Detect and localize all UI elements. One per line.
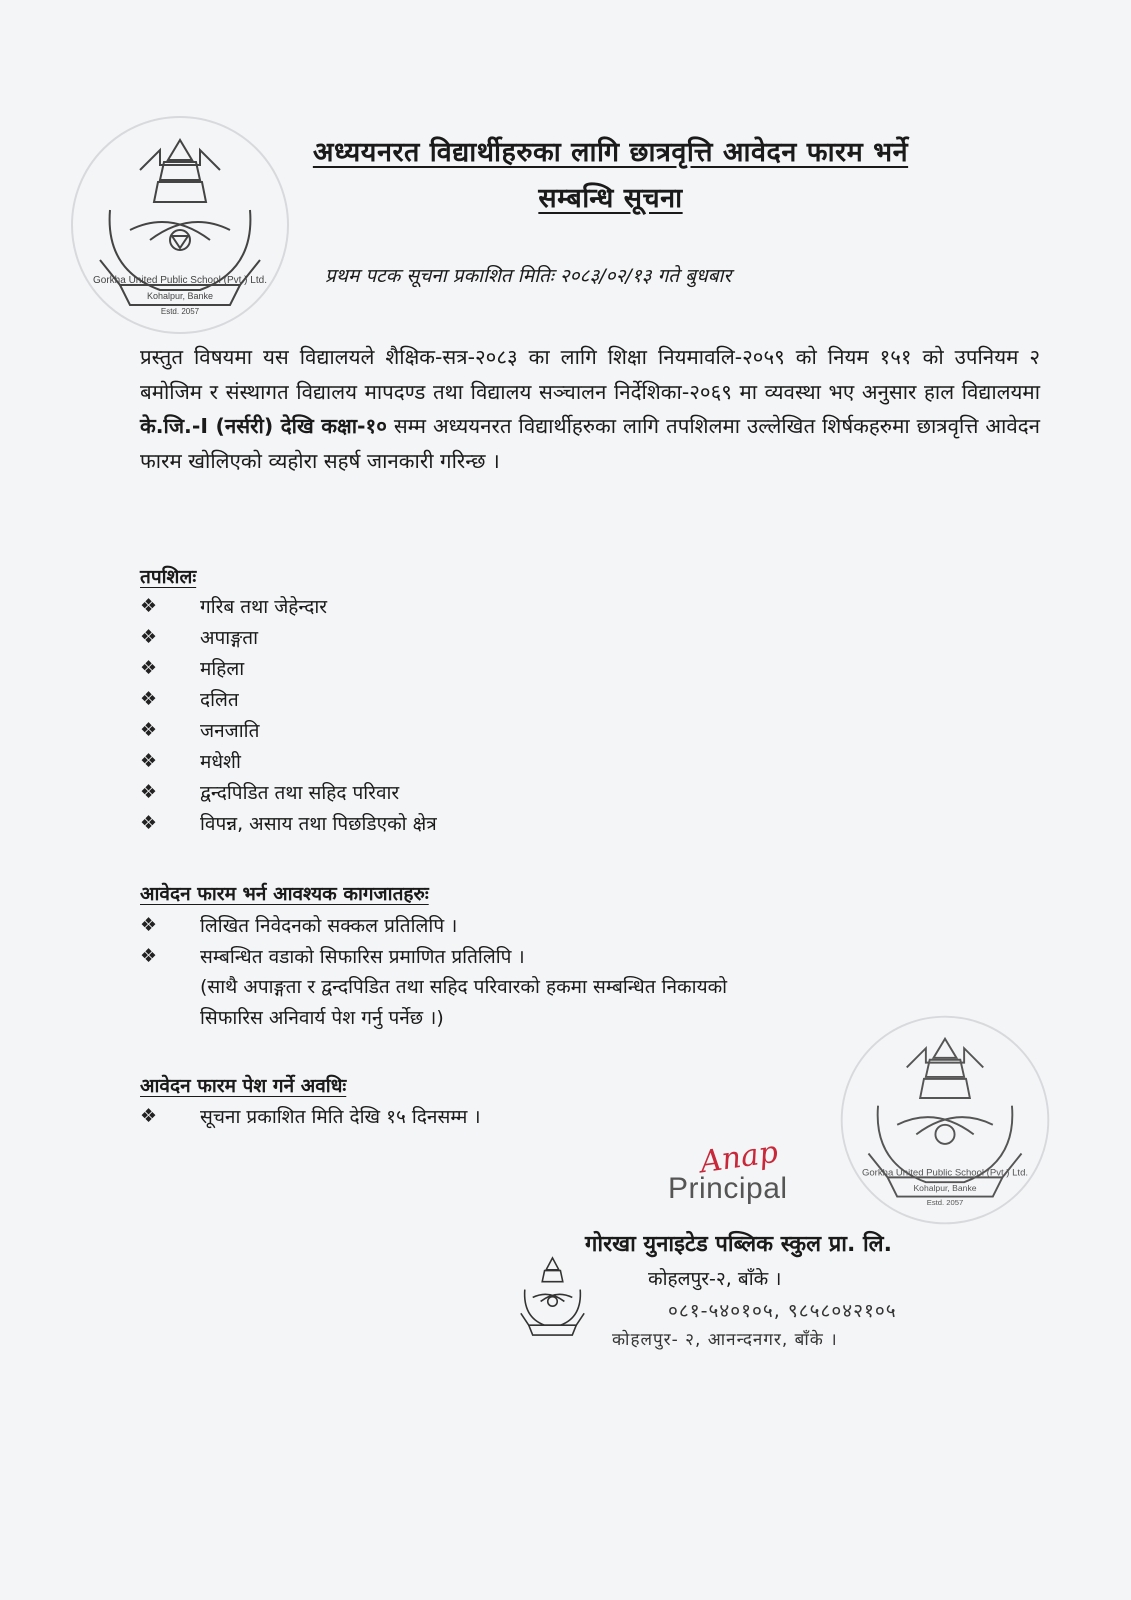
documents-heading: आवेदन फारम भर्न आवश्यक कागजातहरुः	[140, 883, 429, 905]
period-list	[140, 1100, 481, 1131]
bullet-icon: ❖	[140, 1104, 158, 1127]
bullet-icon: ❖	[140, 749, 158, 772]
list-item	[140, 940, 525, 971]
list-item	[140, 1100, 481, 1131]
bullet-icon: ❖	[140, 913, 158, 936]
documents-note	[200, 972, 727, 1034]
notice-title	[0, 132, 1131, 169]
school-address: कोहलपुर-२, बाँके ।	[648, 1268, 782, 1290]
list-item-text: सूचना प्रकाशित मिति देखि १५ दिनसम्म ।	[200, 1105, 481, 1128]
note-line-1: (साथै अपाङ्गता र द्वन्दपिडित तथा सहिद परिवारको हकमा सम्बन्धित निकायको	[200, 976, 728, 998]
publish-date: प्रथम पटक सूचना प्रकाशित मितिः २०८३/०२/१३ गते बुधबार	[325, 265, 732, 287]
list-item	[140, 909, 525, 940]
title-line-2: सम्बन्धि सूचना	[538, 183, 683, 214]
bullet-icon: ❖	[140, 718, 158, 741]
period-heading: आवेदन फारम पेश गर्ने अवधिः	[140, 1075, 347, 1097]
list-item-text: विपन्न, असाय तथा पिछडिएको क्षेत्र	[200, 812, 437, 835]
list-item-text: जनजाति	[200, 719, 260, 742]
list-item	[140, 590, 437, 621]
list-item-text: दलित	[200, 688, 239, 711]
school-phone: ०८१-५४०१०५, ९८५८०४२१०५	[668, 1300, 897, 1322]
list-item-text: मधेशी	[200, 750, 241, 773]
list-item-text: महिला	[200, 657, 245, 680]
note-line-2: सिफारिस अनिवार्य पेश गर्नु पर्नेछ ।)	[200, 1007, 444, 1029]
list-item	[140, 807, 437, 838]
seal-estd-text: Estd. 2057	[160, 307, 200, 316]
bullet-icon: ❖	[140, 594, 158, 617]
principal-signature: Anap	[697, 1134, 781, 1181]
school-address-stamp: कोहलपुर- २, आनन्दनगर, बाँके ।	[612, 1330, 838, 1350]
list-item	[140, 745, 437, 776]
list-item	[140, 714, 437, 745]
list-item	[140, 683, 437, 714]
list-item-text: गरिब तथा जेहेन्दार	[200, 595, 328, 618]
bullet-icon: ❖	[140, 625, 158, 648]
principal-label: Principal	[668, 1172, 788, 1205]
list-item	[140, 621, 437, 652]
bullet-icon: ❖	[140, 944, 158, 967]
bullet-icon: ❖	[140, 780, 158, 803]
details-list	[140, 590, 437, 838]
school-seal-right-icon	[830, 1010, 1060, 1230]
seal-place-text: Kohalpur, Banke	[913, 1182, 977, 1193]
bullet-icon: ❖	[140, 687, 158, 710]
school-logo-small-icon	[505, 1248, 600, 1343]
bullet-icon: ❖	[140, 811, 158, 834]
list-item-text: लिखित निवेदनको सक्कल प्रतिलिपि ।	[200, 914, 458, 937]
list-item-text: अपाङ्गता	[200, 626, 259, 649]
body-text-2: सम्म अध्ययनरत विद्यार्थीहरुका लागि तपशिलमा उल्लेखित शिर्षकहरुमा छात्रवृत्ति आवेदन फारम खोलिएको व्यहोरा सहर्ष जानकारी गरिन्छ ।	[140, 414, 1040, 473]
school-name: गोरखा युनाइटेड पब्लिक स्कुल प्रा. लि.	[585, 1232, 892, 1257]
list-item-text: सम्बन्धित वडाको सिफारिस प्रमाणित प्रतिलिपि ।	[200, 945, 525, 968]
list-item	[140, 652, 437, 683]
body-paragraph	[140, 340, 1040, 478]
seal-estd-text: Estd. 2057	[926, 1198, 964, 1208]
seal-name-text: Gorkha United Public School (Pvt.) Ltd.	[861, 1167, 1029, 1179]
body-text-bold: के.जि.-I (नर्सरी) देखि कक्षा-१०	[140, 414, 387, 438]
details-heading: तपशिलः	[140, 566, 197, 588]
notice-subtitle	[0, 178, 1131, 215]
body-text-1: प्रस्तुत विषयमा यस विद्यालयले शैक्षिक-सत्र-२०८३ का लागि शिक्षा नियमावलि-२०५९ को नियम १५१ को उपनियम २ बमोजिम र संस्थागत विद्यालय मापदण्ड तथा विद्यालय सञ्चालन निर्देशिका-२०६९ मा व्यवस्था भए अनुसार हाल विद्यालयमा	[140, 345, 1040, 404]
list-item-text: द्वन्दपिडित तथा सहिद परिवार	[200, 781, 400, 804]
list-item	[140, 776, 437, 807]
title-line-1: अध्ययनरत विद्यार्थीहरुका लागि छात्रवृत्ति आवेदन फारम भर्ने	[312, 137, 909, 168]
seal-place-text: Kohalpur, Banke	[146, 291, 214, 301]
documents-list	[140, 909, 525, 971]
bullet-icon: ❖	[140, 656, 158, 679]
seal-name-text: Gorkha United Public School (Pvt.) Ltd.	[93, 275, 267, 286]
